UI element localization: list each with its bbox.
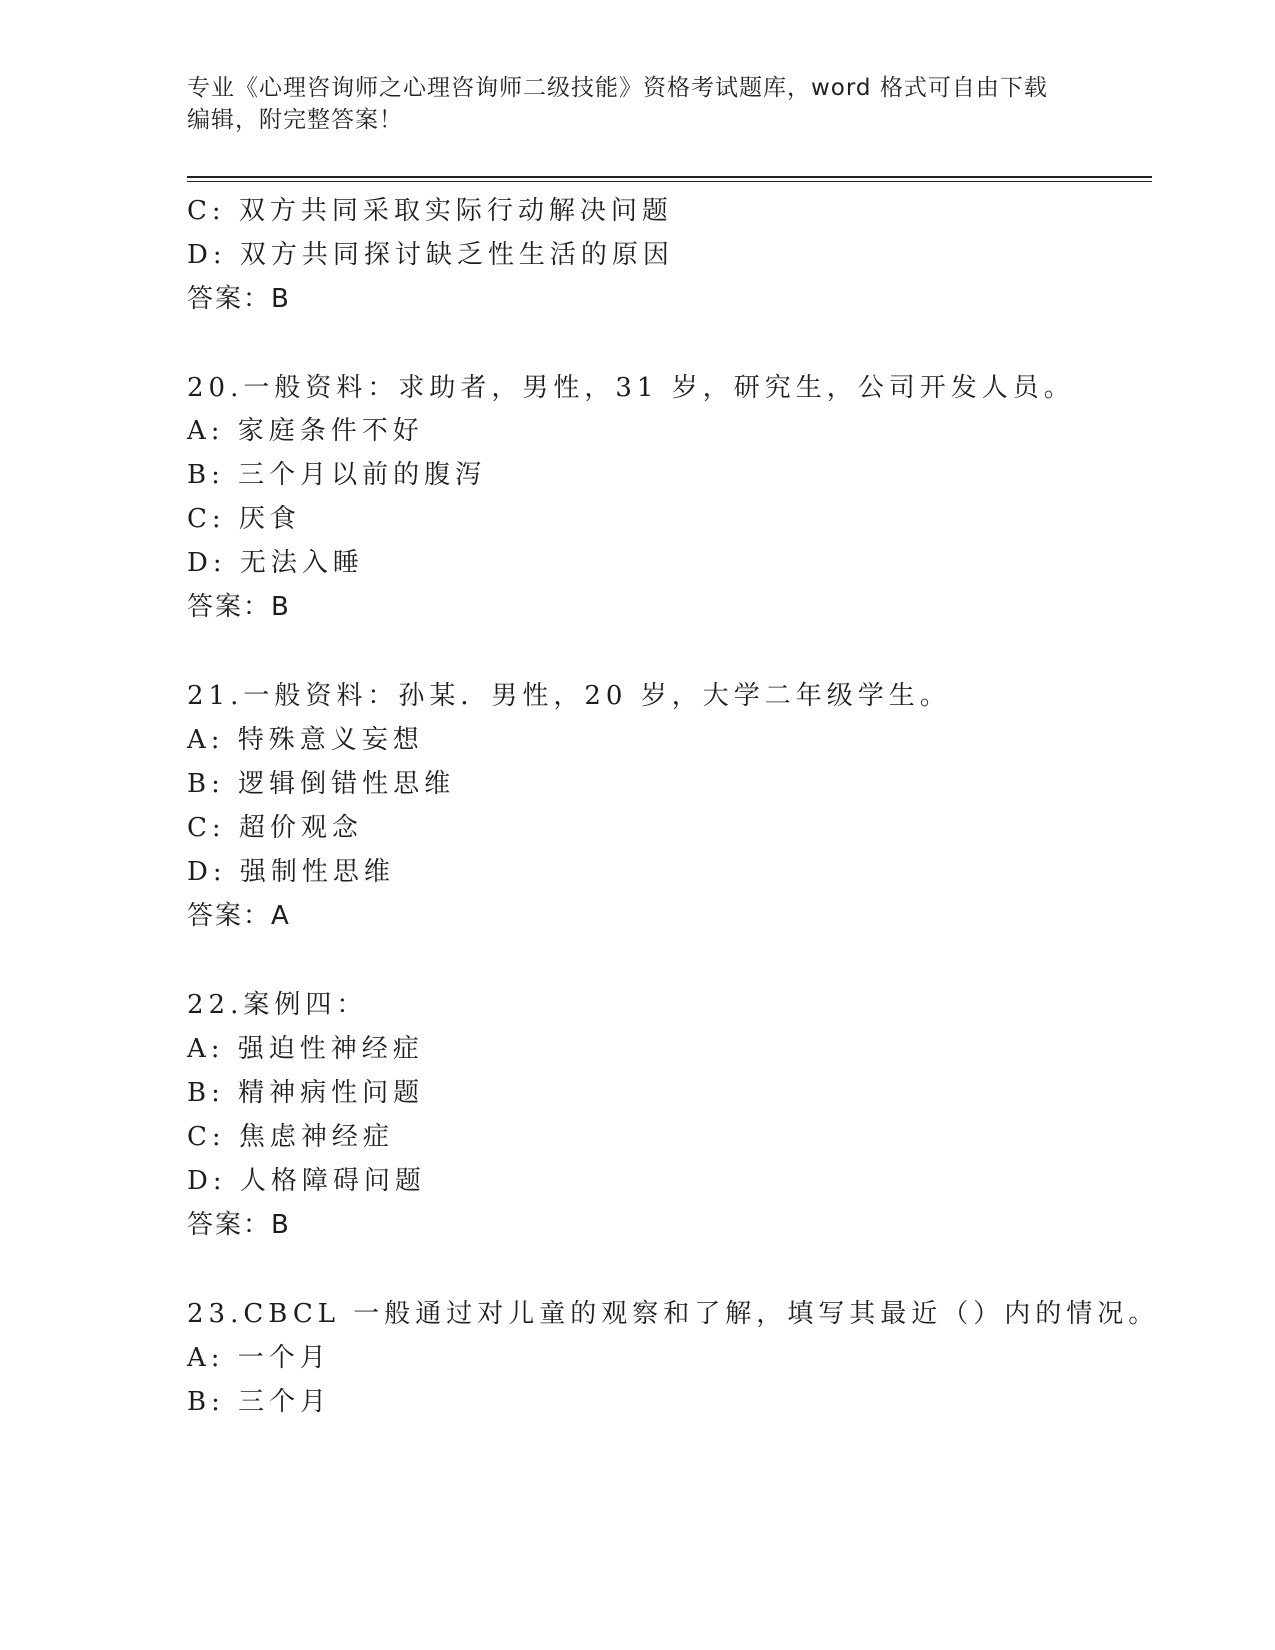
- header-divider-thick: [187, 176, 1152, 178]
- option-c: C: 厌食: [187, 504, 301, 534]
- question-23: 23.CBCL 一般通过对儿童的观察和了解，填写其最近（）内的情况。: [187, 1299, 1160, 1329]
- answer-line: 答案：A: [187, 901, 291, 931]
- header-divider-thin: [187, 181, 1152, 182]
- option-b: B: 精神病性问题: [187, 1078, 425, 1108]
- header-line-1: 专业《心理咨询师之心理咨询师二级技能》资格考试题库，word 格式可自由下载: [187, 75, 1048, 101]
- answer-line: 答案：B: [187, 1210, 291, 1240]
- document-header: [187, 72, 1067, 136]
- option-b: B: 三个月以前的腹泻: [187, 460, 487, 490]
- option-d: D: 无法入睡: [187, 548, 364, 578]
- header-line-2: 编辑，附完整答案！: [187, 107, 403, 133]
- option-c: C: 双方共同采取实际行动解决问题: [187, 196, 673, 226]
- option-c: C: 超价观念: [187, 813, 363, 843]
- answer-line: 答案：B: [187, 284, 291, 314]
- option-b: B: 三个月: [187, 1387, 332, 1417]
- option-d: D: 双方共同探讨缺乏性生活的原因: [187, 240, 674, 270]
- question-22: 22.案例四：: [187, 990, 368, 1020]
- answer-line: 答案：B: [187, 592, 291, 622]
- option-d: D: 人格障碍问题: [187, 1166, 426, 1196]
- option-a: A: 特殊意义妄想: [187, 725, 424, 755]
- question-20: 20.一般资料：求助者，男性，31 岁，研究生，公司开发人员。: [187, 373, 1075, 403]
- option-b: B: 逻辑倒错性思维: [187, 769, 456, 799]
- option-a: A: 家庭条件不好: [187, 416, 424, 446]
- option-a: A: 强迫性神经症: [187, 1034, 424, 1064]
- option-a: A: 一个月: [187, 1343, 331, 1373]
- option-c: C: 焦虑神经症: [187, 1122, 394, 1152]
- option-d: D: 强制性思维: [187, 857, 395, 887]
- question-21: 21.一般资料：孙某．男性，20 岁，大学二年级学生。: [187, 681, 951, 711]
